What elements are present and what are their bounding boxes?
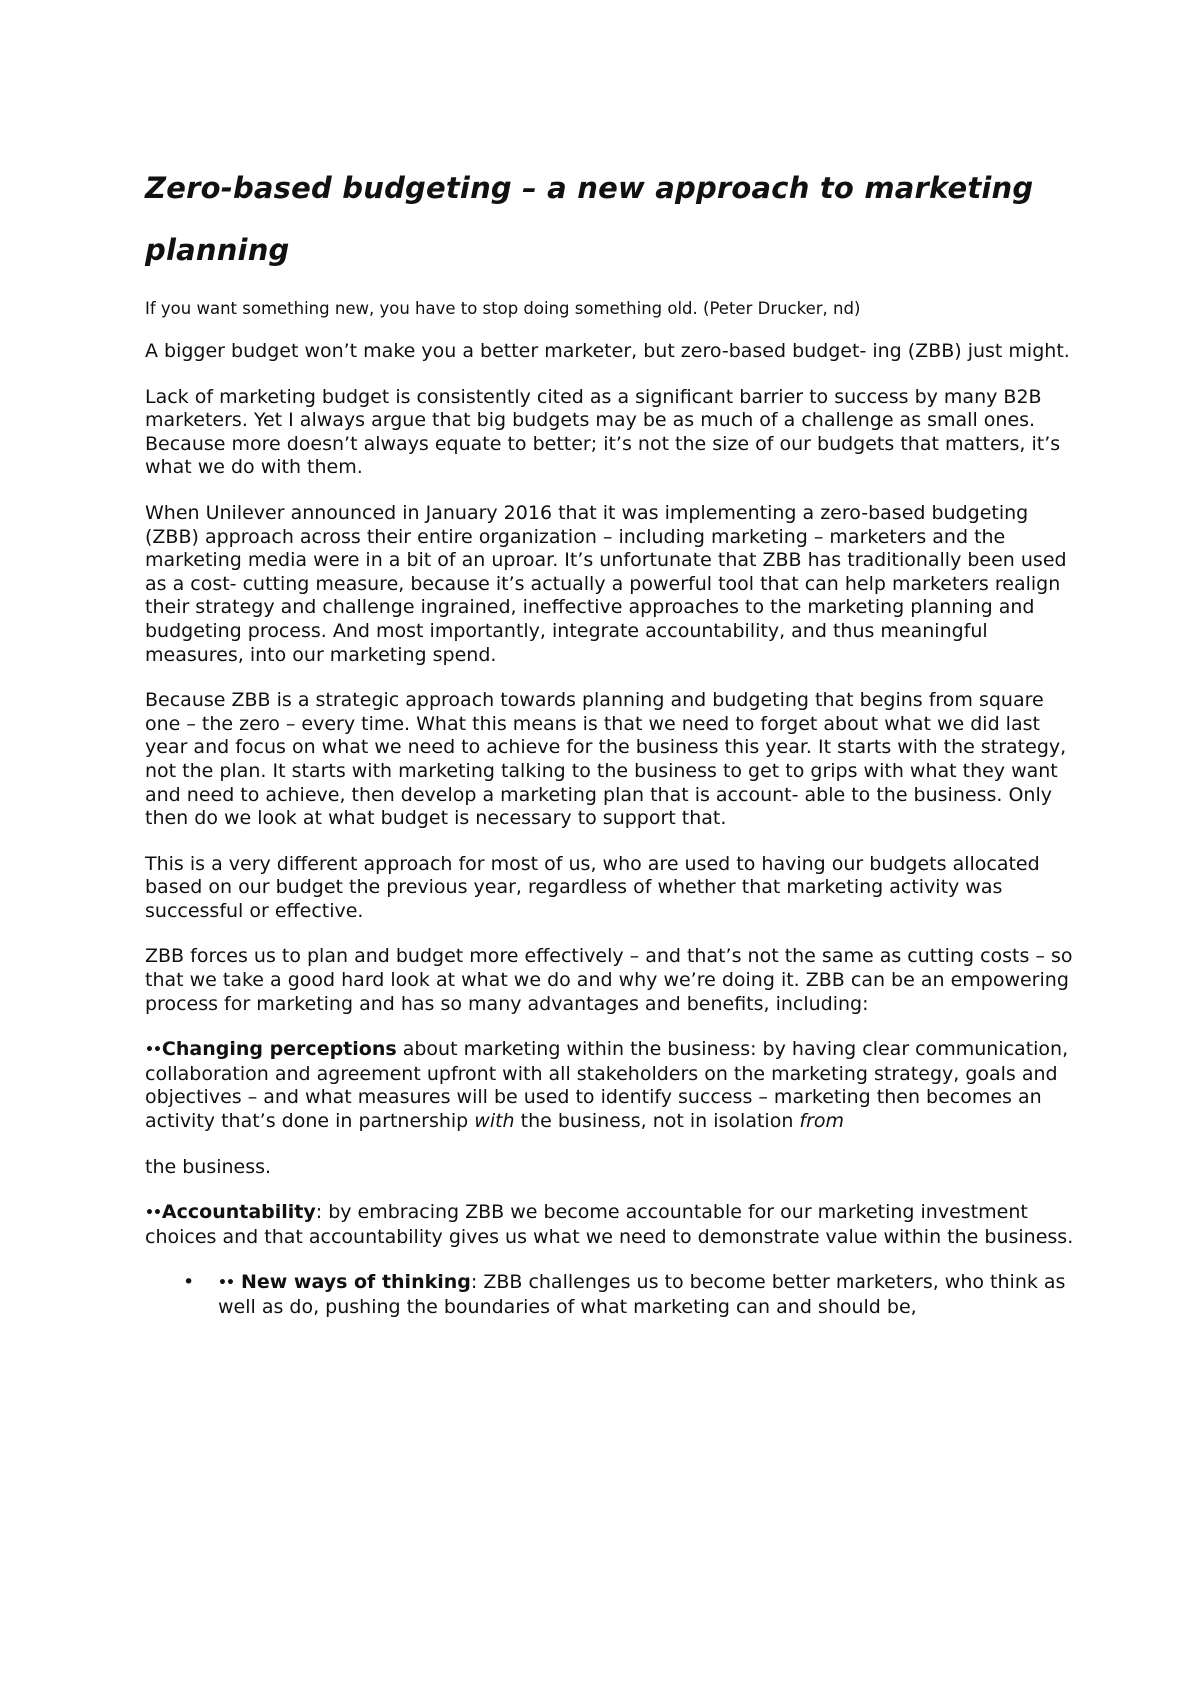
item-new-ways-of-thinking bbox=[145, 1271, 1075, 1319]
paragraph-3: When Unilever announced in January 2016 that it was implementing a zero-based budgeting (ZBB) approach across their entire organization – including marketing – marketers and the marketing media were in a bit of an uproar. It’s unfortunate that ZBB has traditionally been used as a cost- cutting measure, because it’s actually a powerful tool that can help marketers realign their strategy and challenge ingrained, ineffective approaches to the marketing planning and budgeting process. And most importantly, integrate accountability, and thus meaningful measures, into our marketing spend. bbox=[145, 501, 1067, 666]
item-heading: Changing perceptions bbox=[161, 1038, 397, 1061]
document-title: Zero-based budgeting – a new approach to marketing bbox=[145, 171, 1034, 205]
item-accountability bbox=[145, 1201, 1075, 1249]
document-page bbox=[145, 170, 1075, 1320]
item-text: : by embracing ZBB we become accountable for our marketing investment choices and that accountability gives us what we need to demonstrate value within the business. bbox=[145, 1201, 1074, 1248]
paragraph-1: A bigger budget won’t make you a better marketer, but zero-based budget- ing (ZBB) just might. bbox=[145, 340, 1070, 362]
bullet-marker-icon: •• bbox=[145, 1042, 161, 1059]
epigraph-quote: If you want something new, you have to stop doing something old. (Peter Drucker, nd) bbox=[145, 299, 861, 318]
item-emphasis-with: with bbox=[474, 1110, 515, 1133]
item-changing-perceptions bbox=[145, 1038, 1075, 1133]
item-continuation: the business. bbox=[145, 1155, 272, 1178]
paragraph-5: This is a very different approach for most of us, who are used to having our budgets allocated based on our budget the previous year, regardless of whether that marketing activity was successful or effective. bbox=[145, 852, 1040, 922]
item-heading: New ways of thinking bbox=[240, 1271, 471, 1294]
document-title-continuation: planning bbox=[145, 233, 290, 267]
item-text: : ZBB challenges us to become better marketers, who think as well as do, pushing the boundaries of what marketing can and should be, bbox=[218, 1271, 1066, 1318]
item-text-continued: the business, not in isolation bbox=[514, 1110, 800, 1133]
item-text: about marketing within the business: by having clear communication, collaboration and agreement upfront with all stakeholders on the marketing strategy, goals and objectives – and what measures will be used to identify success – marketing then becomes an activity that’s done in partnership bbox=[145, 1038, 1069, 1133]
paragraph-6: ZBB forces us to plan and budget more effectively – and that’s not the same as cutting costs – so that we take a good hard look at what we do and why we’re doing it. ZBB can be an empowering process for marketing and has so many advantages and benefits, including: bbox=[145, 945, 1073, 1015]
list-bullet-icon: • bbox=[183, 1271, 195, 1294]
item-heading: Accountability bbox=[161, 1201, 316, 1224]
bullet-marker-icon: •• bbox=[218, 1275, 234, 1292]
paragraph-4: Because ZBB is a strategic approach towards planning and budgeting that begins from square one – the zero – every time. What this means is that we need to forget about what we did last year and focus on what we need to achieve for the business this year. It starts with the strategy, not the plan. It starts with marketing talking to the business to get to grips with what they want and need to achieve, then develop a marketing plan that is account- able to the business. Only then do we look at what budget is necessary to support that. bbox=[145, 689, 1067, 830]
paragraph-2: Lack of marketing budget is consistently cited as a significant barrier to success by many B2B marketers. Yet I always argue that big budgets may be as much of a challenge as small ones. Because more doesn’t always equate to better; it’s not the size of our budgets that matters, it’s what we do with them. bbox=[145, 385, 1061, 479]
bullet-marker-icon: •• bbox=[145, 1205, 161, 1222]
item-emphasis-from: from bbox=[799, 1110, 845, 1133]
